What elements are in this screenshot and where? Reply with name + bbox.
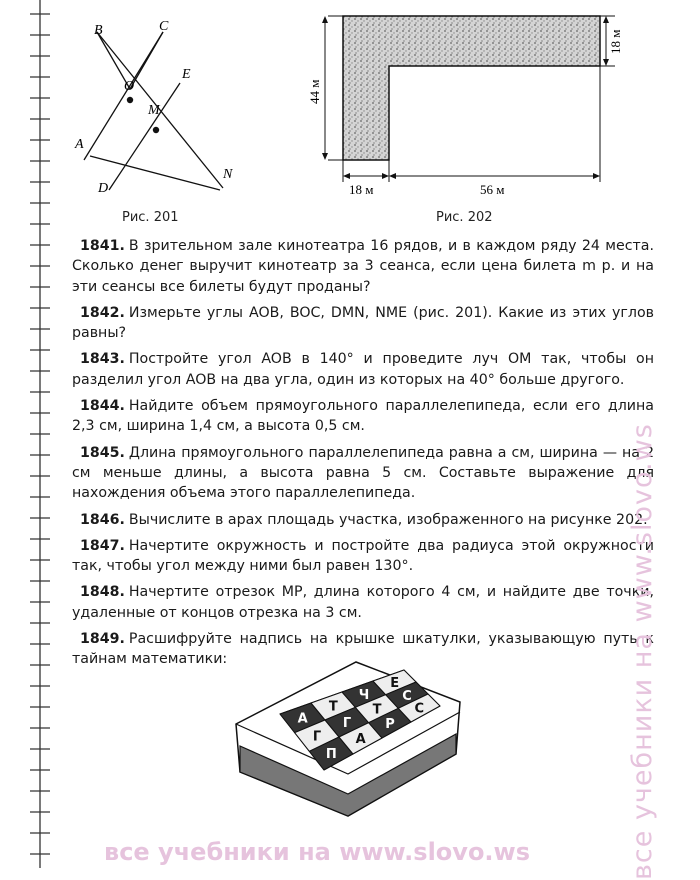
problem-1848 [72, 582, 654, 623]
lid-letter: П [325, 747, 337, 763]
lid-letter: Ч [358, 687, 370, 703]
problem-text: Начертите отрезок MP, длина которого 4 см, и найдите две точки, удаленные от концов отрезка на 3 см. [72, 584, 654, 621]
dim-18m-bottom: 18 м [349, 182, 374, 197]
problem-number: 1848. [80, 584, 125, 601]
problem-1841 [72, 236, 654, 297]
problem-text: Измерьте углы AOB, BOC, DMN, NME (рис. 201). Какие из этих углов равны? [72, 304, 654, 342]
lid-letter: А [355, 731, 366, 747]
label-n: N [223, 167, 233, 182]
lid-letter: С [402, 688, 412, 704]
problem-1845 [72, 443, 654, 504]
problem-list [72, 236, 654, 676]
dim-56m: 56 м [480, 182, 505, 197]
problem-1844 [72, 396, 654, 437]
lid-letter: Т [328, 699, 338, 715]
problem-1842 [72, 303, 654, 344]
lid-letter: С [414, 701, 425, 717]
lid-letter: А [297, 711, 308, 727]
problem-1847 [72, 536, 654, 577]
problem-text: Найдите объем прямоугольного параллелепипеда, если его длина 2,3 см, ширина 1,4 см, а высота 0,5 см. [72, 398, 654, 435]
label-c: C [159, 19, 169, 34]
problem-number: 1846. [80, 511, 125, 528]
lid-letter: Р [385, 716, 395, 732]
point-o [127, 97, 133, 103]
problem-text: В зрительном зале кинотеатра 16 рядов, и в каждом ряду 24 места. Сколько денег выручит кинотеатр за 3 сеанса, если цена билета m р. и на эти сеансы все билеты будут проданы? [72, 238, 654, 295]
l-shaped-plot [343, 16, 600, 160]
problem-1846 [72, 510, 654, 530]
label-b: B [94, 23, 103, 38]
lid-letter: Г [312, 729, 322, 745]
figure-201-caption: Рис. 201 [122, 210, 179, 225]
problem-text: Постройте угол AOB в 140° и проведите луч OM так, чтобы он разделил угол AOB на два угла, один из которых на 40° больше другого. [72, 351, 654, 388]
label-d: D [98, 181, 109, 196]
lid-letter: Т [372, 702, 382, 718]
problem-text: Вычислите в арах площадь участка, изображенного на рисунке 202. [128, 511, 648, 528]
bottom-watermark: все учебники на www.slovo.ws [104, 838, 530, 866]
label-o: O [124, 79, 135, 94]
problem-number: 1844. [80, 398, 125, 415]
lid-letter: Г [342, 715, 352, 731]
point-m [153, 127, 159, 133]
problem-number: 1842. [80, 304, 125, 321]
figure-202-caption: Рис. 202 [436, 210, 493, 225]
dim-44m: 44 м [307, 79, 322, 104]
problem-number: 1845. [80, 444, 125, 461]
problem-1843 [72, 349, 654, 390]
problem-text: Расшифруйте надпись на крышке шкатулки, указывающую путь к тайнам математики: [72, 631, 654, 668]
problem-number: 1847. [80, 537, 125, 554]
problem-number: 1841. [80, 238, 125, 254]
figure-201 [60, 10, 280, 220]
problem-text: Длина прямоугольного параллелепипеда равна a см, ширина — на 2 см меньше длины, а высота равна 5 см. Составьте выражение для нахождения объема этого параллелепипеда. [72, 444, 654, 502]
figure-202 [300, 0, 630, 210]
dim-18m-right: 18 м [608, 29, 623, 54]
label-a: A [75, 137, 84, 152]
notebook-spiral [0, 0, 60, 868]
label-e: E [182, 67, 191, 82]
label-m: M [148, 103, 160, 118]
problem-number: 1849. [80, 631, 125, 648]
side-watermark: все учебники на www.slovo.ws [627, 423, 658, 880]
problem-text: Начертите окружность и постройте два радиуса этой окружности так, чтобы угол между ними был равен 130°. [72, 537, 654, 575]
lid-letter: Е [390, 675, 400, 691]
problem-number: 1843. [80, 351, 125, 368]
box-illustration [228, 654, 478, 824]
